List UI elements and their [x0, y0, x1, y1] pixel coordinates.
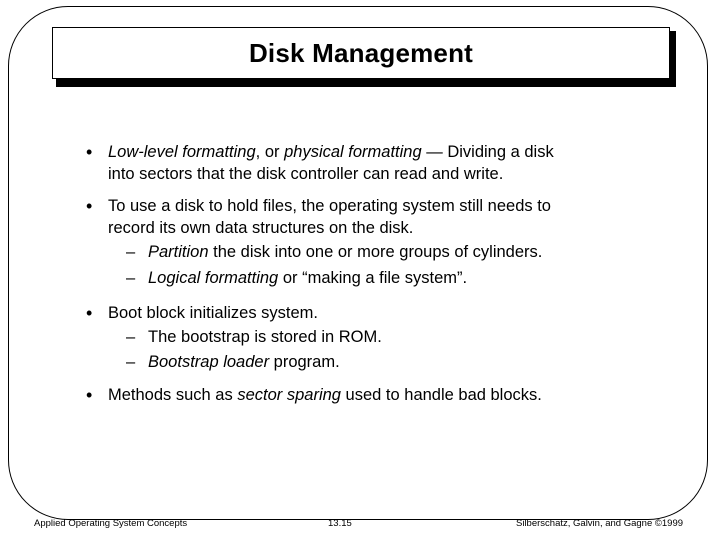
sub-bullet-line: [126, 326, 382, 348]
text-run: Boot block initializes system.: [108, 304, 318, 322]
footer-book-title: Applied Operating System Concepts: [34, 518, 188, 529]
text-run: To use a disk to hold files, the operating system still needs to: [108, 197, 551, 215]
sub-bullet-line: [126, 351, 340, 373]
dash-icon: –: [126, 269, 136, 287]
text-run: the disk into one or more groups of cylinders.: [208, 243, 543, 261]
text-run: Methods such as: [108, 386, 238, 404]
emphasis-text: Bootstrap loader: [148, 353, 270, 371]
bullet-icon: •: [86, 142, 93, 162]
emphasis-text: physical formatting: [284, 143, 422, 161]
text-run: — Dividing a disk: [421, 143, 554, 161]
footer-page-number: 13.15: [328, 518, 352, 529]
bullet-line: [108, 384, 542, 406]
text-run: The bootstrap is stored in ROM.: [148, 328, 382, 346]
sub-bullet-line: [126, 267, 467, 289]
text-run: used to handle bad blocks.: [340, 386, 542, 404]
bullet-icon: •: [86, 196, 93, 216]
text-run: record its own data structures on the disk.: [108, 219, 414, 237]
bullet-icon: •: [86, 385, 93, 405]
bullet-line: [108, 302, 318, 324]
footer-authors: Silberschatz, Galvin, and Gagne ©1999: [516, 518, 684, 529]
bullet-line: [108, 195, 551, 217]
emphasis-text: sector sparing: [237, 386, 341, 404]
bullet-line: [108, 141, 554, 163]
bullet-line: [108, 163, 503, 185]
emphasis-text: Logical formatting: [148, 269, 279, 287]
slide-title: Disk Management: [248, 37, 474, 68]
emphasis-text: Partition: [148, 243, 209, 261]
bullet-line: [108, 217, 413, 239]
title-box: [52, 27, 670, 79]
dash-icon: –: [126, 328, 136, 346]
emphasis-text: Low-level formatting: [108, 143, 256, 161]
text-run: program.: [269, 353, 340, 371]
text-run: , or: [255, 143, 285, 161]
text-run: into sectors that the disk controller can read and write.: [108, 165, 504, 183]
dash-icon: –: [126, 353, 136, 371]
bullet-icon: •: [86, 303, 93, 323]
text-run: or “making a file system”.: [278, 269, 468, 287]
sub-bullet-line: [126, 241, 542, 263]
dash-icon: –: [126, 243, 136, 261]
